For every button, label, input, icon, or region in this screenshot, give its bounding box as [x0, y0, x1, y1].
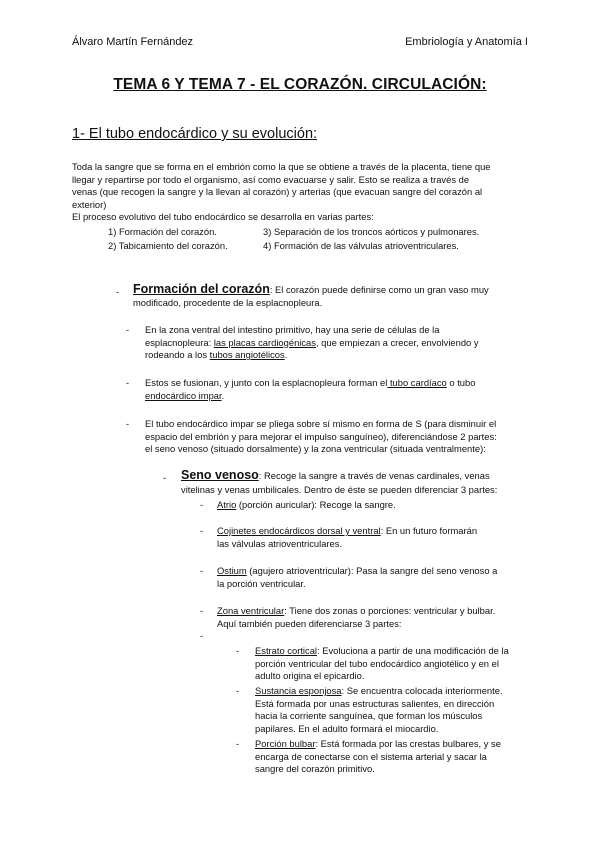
text-line: En la zona ventral del intestino primitivo, hay una serie de células de la — [145, 324, 440, 335]
bullet-dash: - — [200, 499, 204, 510]
text-line: las válvulas atrioventriculares. — [217, 537, 343, 549]
underlined-term: Cojinetes endocárdicos dorsal y ventral — [217, 525, 381, 536]
text-span: rodeando a los — [145, 349, 210, 361]
cojinetes-item — [217, 525, 477, 550]
bullet-dash: - — [200, 525, 204, 536]
underlined-term: Atrio — [217, 499, 237, 510]
parts-list — [108, 226, 503, 252]
intro-line: Toda la sangre que se forma en el embrión como la que se obtiene a través de la placenta, tiene que — [72, 161, 491, 172]
bullet-dash: - — [236, 645, 240, 656]
page-title: TEMA 6 Y TEMA 7 - EL CORAZÓN. CIRCULACIÓN: — [113, 76, 487, 93]
underlined-term: tubos angiotélicos — [209, 349, 285, 361]
text-line — [255, 645, 509, 658]
text-span: Estos se fusionan, y junto con la esplacnopleura forman el — [145, 377, 388, 388]
text-line — [145, 349, 479, 362]
seno-heading: Seno venoso — [181, 468, 259, 482]
bullet-dash: - — [200, 565, 204, 576]
part-item: 1) Formación del corazón. — [108, 226, 217, 237]
text-line — [145, 390, 475, 403]
intro-line: llegar y repartirse por todo el organismo, así como evacuarse y salir. Esto se realiza a través de — [72, 173, 470, 185]
seno-line2: vitelinas y venas umbilicales. Dentro de éste se pueden diferenciar 3 partes: — [181, 484, 498, 495]
bullet-dash: - — [116, 286, 120, 297]
text-span: esplacnopleura: — [145, 336, 214, 348]
text-line — [145, 337, 479, 350]
text-line — [255, 738, 501, 751]
text-line: sangre del corazón primitivo. — [255, 763, 375, 775]
ostium-item — [217, 565, 497, 590]
text-line: hacia la corriente sanguínea, que forman los músculos — [255, 710, 483, 722]
estrato-item — [255, 645, 509, 683]
underlined-term: Zona ventricular — [217, 605, 285, 616]
sustancia-item — [255, 685, 503, 735]
formacion-bullet-2 — [145, 377, 475, 402]
text-line — [217, 565, 497, 578]
underlined-term: Porción bulbar — [255, 738, 316, 749]
intro-line: El proceso evolutivo del tubo endocárdico se desarrolla en varias partes: — [72, 211, 374, 223]
underlined-term: tubo cardíaco — [387, 377, 447, 388]
bulbar-item — [255, 738, 501, 776]
formacion-bullet-3 — [145, 418, 497, 456]
text-span: : Está formada por las crestas bulbares, y se — [315, 738, 501, 749]
bullet-dash: - — [200, 630, 204, 641]
text-line — [217, 605, 495, 618]
text-line — [145, 377, 475, 390]
text-span: (porción auricular): Recoge la sangre. — [236, 499, 396, 510]
part-item: 4) Formación de las válvulas atrioventriculares. — [263, 239, 459, 251]
text-span: . — [221, 389, 225, 401]
text-span: : Se encuentra colocada interiormente. — [341, 685, 503, 696]
part-item: 2) Tabicamiento del corazón. — [108, 239, 228, 251]
header-subject: Embriología y Anatomía I — [405, 36, 528, 48]
text-line: encarga de conectarse con el sistema arterial y sacar la — [255, 750, 487, 762]
formacion-line2: modificado, procedente de la esplacnopleura. — [133, 297, 323, 308]
formacion-heading: Formación del corazón — [133, 282, 270, 296]
formacion-bullet-1 — [145, 324, 479, 362]
underlined-term: las placas cardiogénicas — [213, 336, 316, 348]
part-item: 3) Separación de los troncos aórticos y pulmonares. — [263, 226, 480, 237]
text-span: : Recoge la sangre a través de venas cardinales, venas — [258, 470, 490, 481]
underlined-term: Sustancia esponjosa — [255, 685, 342, 696]
text-span: : En un futuro formarán — [380, 525, 478, 536]
text-span: , que empiezan a crecer, envolviendo y — [315, 336, 479, 348]
bullet-dash: - — [126, 418, 130, 429]
formacion-heading-line — [133, 281, 489, 298]
bullet-dash: - — [126, 324, 130, 335]
bullet-dash: - — [200, 605, 204, 616]
bullet-dash: - — [236, 738, 240, 749]
bullet-dash: - — [126, 377, 130, 388]
text-line: la porción ventricular. — [217, 577, 306, 589]
text-span: o tubo — [446, 377, 476, 388]
bullet-dash: - — [163, 472, 167, 483]
seno-heading-line — [181, 467, 490, 484]
zona-item — [217, 605, 495, 630]
text-line: espacio del embrión y para mejorar el impulso sanguíneo), diferenciándose 2 partes: — [145, 430, 497, 442]
text-span: (agujero atrioventricular): Pasa la sangre del seno venoso a — [246, 565, 498, 576]
text-line — [217, 525, 477, 538]
header-author: Álvaro Martín Fernández — [72, 36, 194, 48]
text-line: adulto origina el epicardio. — [255, 670, 365, 682]
atrio-item — [217, 499, 396, 512]
text-span: : Evoluciona a partir de una modificación de la — [317, 645, 509, 656]
text-line: el seno venoso (situado dorsalmente) y la zona ventricular (situada ventralmente): — [145, 443, 486, 455]
bullet-dash: - — [236, 685, 240, 696]
text-line: Está formada por unas estructuras salientes, en dirección — [255, 697, 495, 709]
intro-line: venas (que recogen la sangre y la llevan al corazón) y arterias (que evacuan sangre del corazón al — [72, 186, 483, 198]
text-span: : Tiene dos zonas o porciones: ventricular y bulbar. — [284, 605, 496, 616]
underlined-term: endocárdico impar — [145, 389, 222, 401]
intro-line: exterior) — [72, 198, 107, 210]
text-line: El tubo endocárdico impar se pliega sobre sí mismo en forma de S (para disminuir el — [145, 418, 497, 429]
formacion-text: : El corazón puede definirse como un gran vaso muy — [269, 284, 489, 295]
text-span: . — [284, 349, 288, 361]
text-line: Aquí también pueden diferenciarse 3 partes: — [217, 617, 402, 629]
intro-paragraph — [72, 161, 491, 224]
text-line: papilares. En el adulto formará el miocardio. — [255, 722, 439, 734]
section-heading: 1- El tubo endocárdico y su evolución: — [72, 126, 318, 142]
underlined-term: Ostium — [217, 565, 247, 576]
text-line — [255, 685, 503, 698]
underlined-term: Estrato cortical — [255, 645, 317, 656]
text-line: porción ventricular del tubo endocárdico angiotélico y en el — [255, 657, 499, 669]
